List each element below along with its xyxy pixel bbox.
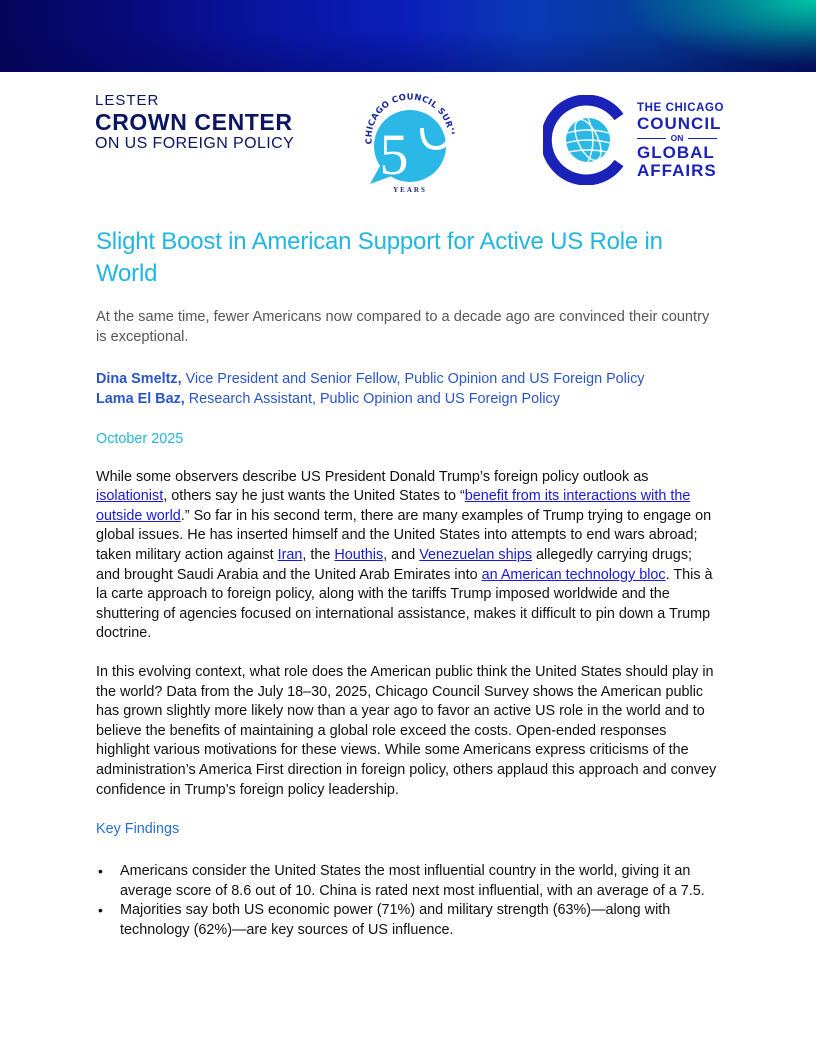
article-title: Slight Boost in American Support for Active US Role in World: [96, 228, 663, 287]
ccga-logo-text: [637, 101, 724, 180]
finding-text: Americans consider the United States the most influential country in the world, giving it an average score of 8.6 out of 10. China is rated next most influential, with an average of a 7.5.: [120, 863, 705, 899]
logo-line: COUNCIL: [637, 114, 722, 133]
logo-line: AFFAIRS: [637, 161, 717, 180]
key-findings-list: [96, 862, 720, 940]
survey-50-years-logo: [358, 92, 462, 200]
text: , others say he just wants the United States to “: [163, 488, 465, 505]
article-body: [96, 226, 720, 940]
text: While some observers describe US President Donald Trump’s foreign policy outlook as: [96, 468, 649, 485]
text: , and: [383, 546, 420, 563]
logo-line: ON US FOREIGN POLICY: [95, 135, 295, 152]
text: . This à la carte approach to foreign policy, along with the tariffs Trump imposed worldwide and the shuttering of agencies focused on international assistance, makes it difficult to pin down a Trump doctrine.: [96, 566, 713, 642]
survey-years-label: YEARS: [393, 186, 427, 194]
author-list: [96, 370, 720, 410]
author-name: Dina Smeltz,: [96, 371, 182, 387]
logo-line: LESTER: [95, 92, 160, 109]
svg-text:5: 5: [379, 122, 409, 187]
author-role: Research Assistant, Public Opinion and US Foreign Policy: [184, 390, 560, 407]
bullet-icon: •: [98, 902, 103, 919]
link-benefit-from-interactions[interactable]: benefit from its interactions with the outside world: [96, 488, 691, 524]
logo-line: GLOBAL: [637, 143, 715, 162]
list-item: [96, 901, 720, 940]
list-item: [96, 862, 720, 901]
text: , the: [302, 546, 335, 563]
lester-crown-center-logo: [95, 93, 294, 153]
text: .” So far in his second term, there are many examples of Trump trying to engage on global issues. He has inserted himself and the United States into attempts to end wars abroad; taken military action against: [96, 507, 712, 563]
link-iran[interactable]: Iran: [277, 546, 303, 563]
text: allegedly carrying drugs; and brought Saudi Arabia and the United Arab Emirates into: [96, 546, 693, 583]
ccga-globe-mark: [543, 95, 625, 185]
bullet-icon: •: [98, 863, 103, 880]
intro-paragraph: [96, 468, 720, 644]
survey-arc-text: CHICAGO COUNCIL SURV: [364, 92, 456, 145]
article-subtitle: At the same time, fewer Americans now compared to a decade ago are convinced their country is exceptional.: [96, 309, 710, 345]
context-paragraph: In this evolving context, what role does the American public think the United States should play in the world? Data from the July 18–30, 2025, Chicago Council Survey shows the American public has grown slightly more likely now than a year ago to favor an active US role in the world and to believe the benefits of maintaining a global role exceed the costs. Open-ended responses highlight various motivations for these views. While some Americans express criticisms of the administration’s America First direction in foreign policy, others applaud this approach and convey confidence in Trump’s foreign policy leadership.: [96, 663, 717, 798]
key-findings-heading: Key Findings: [96, 821, 180, 838]
divider: [688, 138, 717, 139]
logo-line: ON: [670, 133, 684, 143]
author-line: [96, 370, 720, 390]
link-isolationist[interactable]: isolationist: [96, 488, 164, 505]
link-venezuelan-ships[interactable]: Venezuelan ships: [419, 546, 533, 563]
link-american-technology-bloc[interactable]: an American technology bloc: [481, 566, 666, 583]
author-role: Vice President and Senior Fellow, Public Opinion and US Foreign Policy: [181, 371, 645, 387]
link-houthis[interactable]: Houthis: [334, 546, 384, 563]
speech-bubble-50-icon: [358, 92, 462, 188]
header-banner: [0, 0, 816, 72]
logo-line: CROWN CENTER: [95, 109, 293, 135]
divider: [637, 138, 666, 139]
logo-line: THE CHICAGO: [637, 102, 725, 114]
publication-date: October 2025: [96, 430, 184, 447]
globe-icon: [543, 95, 625, 185]
author-line: [96, 390, 720, 410]
finding-text: Majorities say both US economic power (71%) and military strength (63%)—along with technology (62%)—are key sources of US influence.: [120, 902, 671, 938]
author-name: Lama El Baz,: [96, 390, 185, 407]
